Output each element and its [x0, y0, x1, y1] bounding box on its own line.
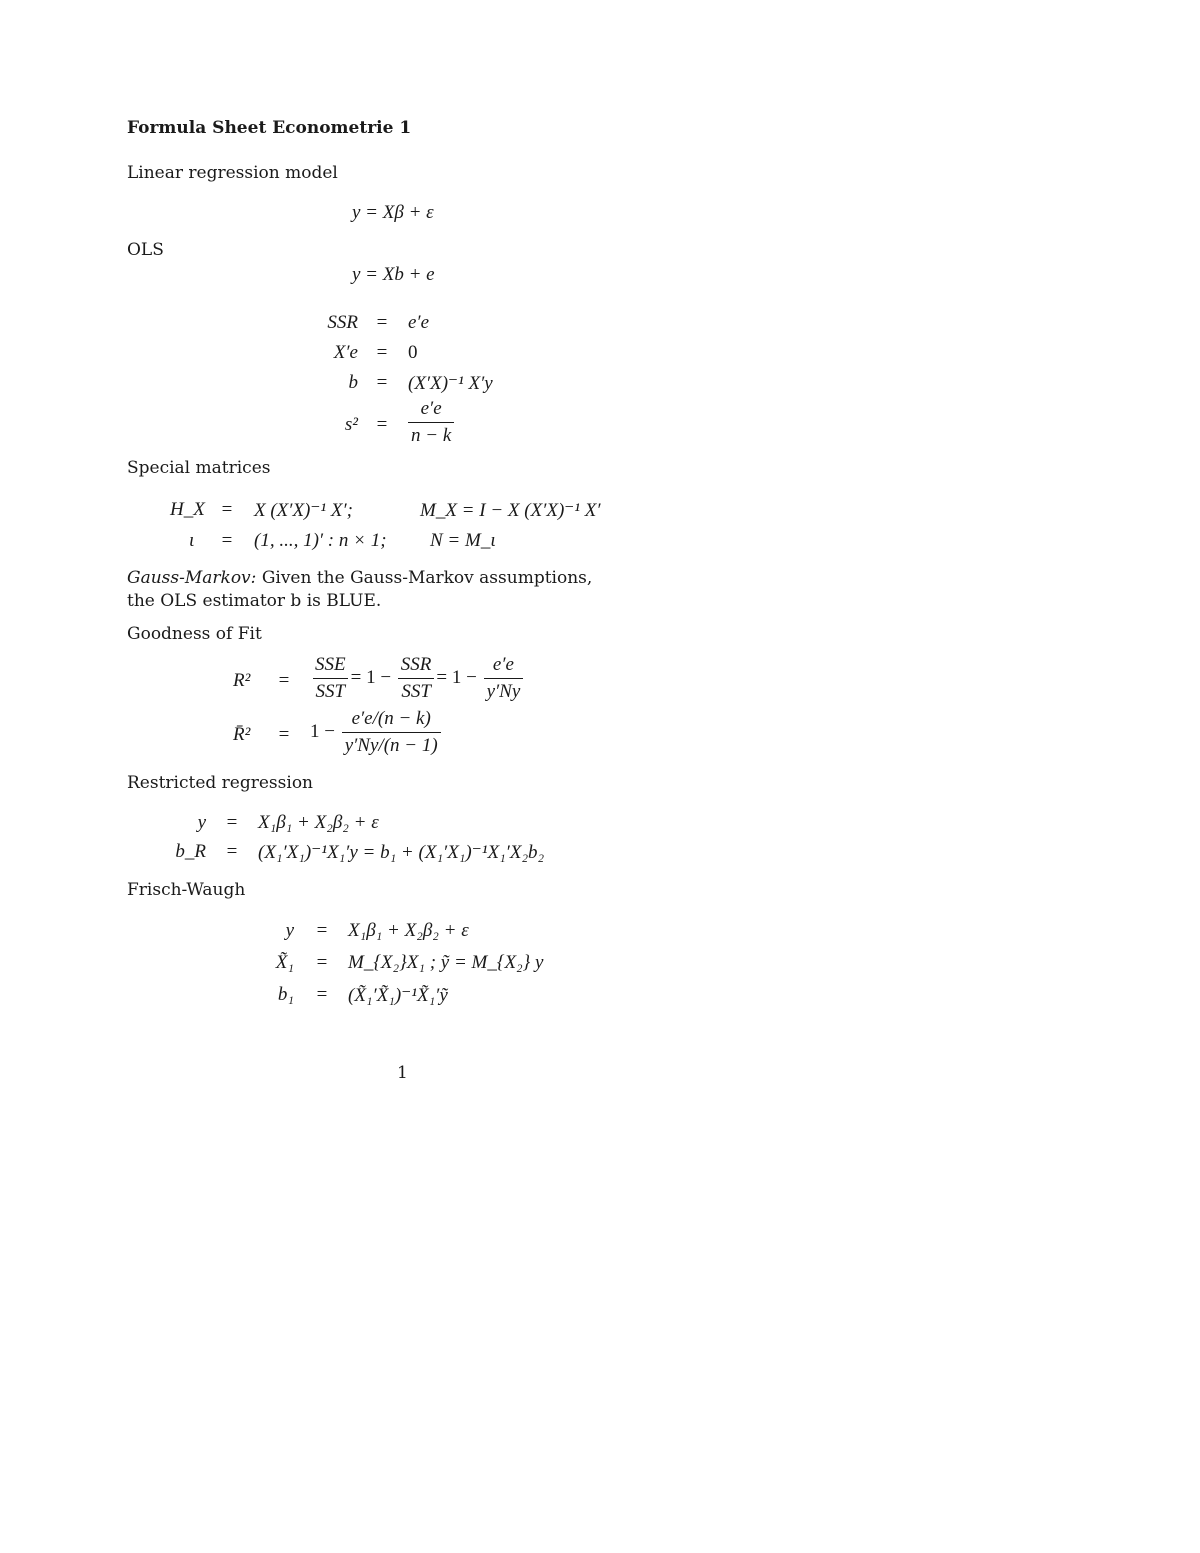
fraction-numerator: e′e — [420, 398, 442, 419]
ols-rhs-ssr: e′e — [408, 312, 430, 333]
special-mx: M_X = I − X (X′X)⁻¹ X′ — [420, 500, 601, 521]
special-equals-2: = — [221, 530, 233, 551]
special-lhs-iota: ι — [189, 530, 195, 551]
heading-goodness-of-fit: Goodness of Fit — [127, 624, 262, 644]
page-number: 1 — [397, 1063, 408, 1083]
fit-rhs-r2 — [310, 654, 525, 703]
fit-eq-one-minus-1: = 1 − — [350, 666, 392, 688]
heading-ols: OLS — [127, 240, 164, 260]
fit-equals-1: = — [278, 670, 290, 691]
restricted-lhs-y: y — [197, 812, 206, 833]
ols-rhs-b: (X′X)⁻¹ X′y — [408, 373, 493, 394]
gauss-markov-line-2: the OLS estimator b is BLUE. — [127, 591, 382, 611]
restricted-lhs-br: b_R — [175, 841, 206, 862]
fit-eq-one-minus-2: = 1 − — [436, 666, 477, 688]
gauss-markov-lead: Gauss-Markov: — [127, 568, 257, 588]
fraction-denominator: y′Ny — [484, 678, 524, 703]
ols-equals-1: = — [376, 312, 388, 333]
fit-lhs-r2bar: R̄² — [233, 724, 251, 745]
special-lhs-hx: H_X — [170, 499, 205, 520]
frisch-rhs-x1tilde: M_{X₂}X₁ ; ỹ = M_{X₂} y — [348, 952, 544, 973]
frisch-lhs-y: y — [285, 920, 294, 941]
heading-restricted-regression: Restricted regression — [127, 773, 314, 793]
heading-linear-regression: Linear regression model — [127, 163, 338, 183]
fraction-numerator: e′e — [492, 654, 514, 675]
restricted-equals-2: = — [226, 841, 238, 862]
special-rhs-iota: (1, ..., 1)′ : n × 1; — [254, 530, 387, 551]
ols-rhs-normal: 0 — [408, 342, 418, 363]
fraction-numerator: e′e/(n − k) — [351, 708, 431, 729]
ols-lhs-normal: X′e — [333, 342, 358, 363]
fit-rhs-r2bar — [310, 708, 443, 757]
equation-linear-model: y = Xβ + ε — [352, 202, 434, 223]
fraction-numerator: SSR — [400, 654, 432, 675]
restricted-equals-1: = — [226, 812, 238, 833]
ols-equals-3: = — [376, 372, 388, 393]
ols-equals-2: = — [376, 342, 388, 363]
heading-frisch-waugh: Frisch-Waugh — [127, 880, 246, 900]
fraction-denominator: n − k — [408, 422, 454, 447]
frisch-equals-2: = — [316, 952, 328, 973]
document-title: Formula Sheet Econometrie 1 — [127, 118, 412, 138]
frisch-rhs-y: X₁β₁ + X₂β₂ + ε — [348, 920, 469, 941]
fraction-denominator: SST — [313, 678, 349, 703]
ols-lhs-b: b — [348, 372, 358, 393]
special-equals-1: = — [221, 499, 233, 520]
frisch-lhs-x1tilde: X̃₁ — [275, 952, 294, 973]
fit-equals-2: = — [278, 724, 290, 745]
frisch-lhs-b1: b₁ — [277, 984, 294, 1005]
fit-lhs-r2: R² — [233, 670, 251, 691]
restricted-rhs-y: X₁β₁ + X₂β₂ + ε — [258, 812, 379, 833]
equation-ols-fit: y = Xb + e — [352, 264, 435, 285]
special-n: N = M_ι — [430, 530, 496, 551]
gauss-markov-line-1 — [127, 568, 592, 588]
ols-equals-4: = — [376, 414, 388, 435]
ols-fraction-s2 — [406, 398, 456, 447]
gauss-markov-text-1: Given the Gauss-Markov assumptions, — [261, 568, 593, 588]
restricted-rhs-br: (X₁′X₁)⁻¹X₁′y = b₁ + (X₁′X₁)⁻¹X₁′X₂b₂ — [258, 842, 545, 863]
fraction-numerator: SSE — [315, 654, 346, 675]
frisch-rhs-b1: (X̃₁′X̃₁)⁻¹X̃₁′ỹ — [348, 985, 448, 1006]
fraction-denominator: SST — [398, 678, 434, 703]
fit-one-minus: 1 − — [310, 720, 335, 742]
frisch-equals-1: = — [316, 920, 328, 941]
frisch-equals-3: = — [316, 984, 328, 1005]
ols-lhs-s2: s² — [344, 414, 358, 435]
ols-lhs-ssr: SSR — [327, 312, 358, 333]
special-rhs-hx: X (X′X)⁻¹ X′; — [254, 500, 353, 521]
fraction-denominator: y′Ny/(n − 1) — [342, 732, 441, 757]
heading-special-matrices: Special matrices — [127, 458, 271, 478]
